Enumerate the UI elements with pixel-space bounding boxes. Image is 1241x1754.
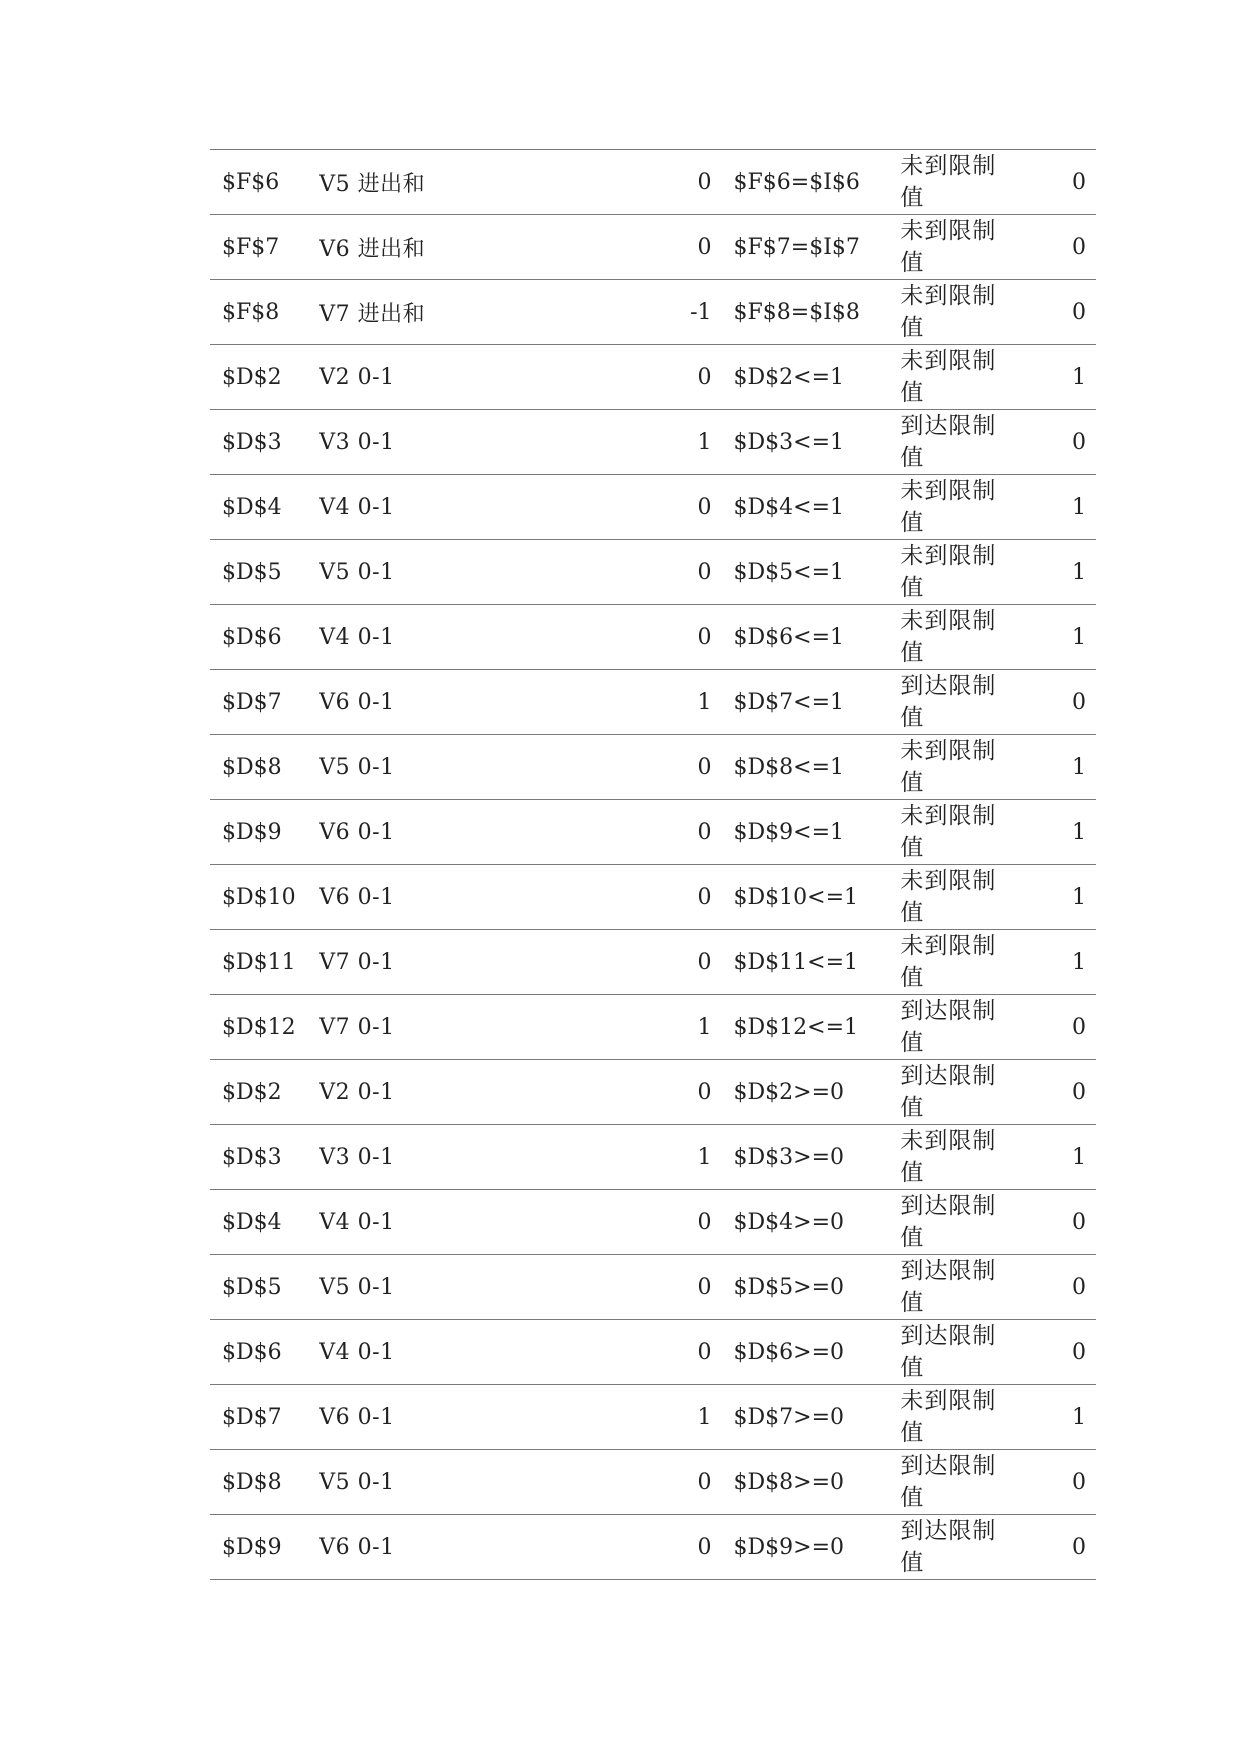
constraint-status: 到达限制值 xyxy=(900,1323,997,1381)
constraint-formula-cell xyxy=(734,1450,901,1515)
constraint-formula-cell xyxy=(734,605,901,670)
slack-value: 0 xyxy=(1072,1339,1086,1365)
constraint-status-cell xyxy=(900,1060,1027,1125)
cell-reference-cell xyxy=(210,800,319,865)
constraint-status-cell xyxy=(900,1125,1027,1190)
table-row xyxy=(210,1385,1096,1450)
constraint-status: 到达限制值 xyxy=(900,998,997,1056)
constraint-formula-cell xyxy=(734,1255,901,1320)
slack-value: 0 xyxy=(1072,1079,1086,1105)
constraint-status-cell xyxy=(900,475,1027,540)
slack-value: 0 xyxy=(1072,1274,1086,1300)
constraint-formula-cell xyxy=(734,1320,901,1385)
cell-value: 0 xyxy=(697,949,712,975)
cell-value-cell xyxy=(641,1060,733,1125)
constraint-name: V5 0-1 xyxy=(319,1274,395,1300)
cell-reference: $F$8 xyxy=(222,299,280,325)
constraint-name-cell xyxy=(319,1060,641,1125)
constraint-name-cell xyxy=(319,865,641,930)
constraint-formula: $D$2>=0 xyxy=(733,1079,845,1105)
constraint-name-cell xyxy=(319,1125,641,1190)
slack-value: 0 xyxy=(1072,429,1086,455)
cell-reference: $D$2 xyxy=(222,1079,282,1105)
cell-reference: $D$11 xyxy=(222,949,296,975)
constraint-status: 未到限制值 xyxy=(900,738,997,796)
cell-value-cell xyxy=(641,865,733,930)
table-row xyxy=(210,800,1096,865)
constraint-status-cell xyxy=(900,215,1027,280)
constraint-status-cell xyxy=(900,865,1027,930)
slack-value-cell xyxy=(1027,930,1096,995)
cell-value: 0 xyxy=(697,624,712,650)
constraint-status: 未到限制值 xyxy=(900,283,997,341)
constraint-name-cell xyxy=(319,345,641,410)
table-row xyxy=(210,865,1096,930)
constraint-status-cell xyxy=(900,1320,1027,1385)
constraint-name: V7 进出和 xyxy=(319,301,426,327)
constraint-formula: $D$4<=1 xyxy=(733,494,845,520)
cell-reference-cell xyxy=(210,345,319,410)
table-row xyxy=(210,735,1096,800)
cell-value-cell xyxy=(641,800,733,865)
table-row xyxy=(210,410,1096,475)
constraint-name: V7 0-1 xyxy=(319,949,395,975)
constraint-formula: $F$7=$I$7 xyxy=(733,234,860,260)
slack-value-cell xyxy=(1027,670,1096,735)
constraint-status: 到达限制值 xyxy=(900,1518,997,1576)
cell-reference-cell xyxy=(210,1515,319,1580)
cell-value-cell xyxy=(641,475,733,540)
constraint-formula: $D$9<=1 xyxy=(733,819,845,845)
constraint-status: 未到限制值 xyxy=(900,218,997,276)
constraint-status: 未到限制值 xyxy=(900,933,997,991)
table-row xyxy=(210,1515,1096,1580)
constraint-name: V4 0-1 xyxy=(319,1339,395,1365)
cell-value: 0 xyxy=(697,754,712,780)
table-row xyxy=(210,150,1096,215)
slack-value-cell xyxy=(1027,475,1096,540)
cell-value: 1 xyxy=(697,429,712,455)
constraint-status-cell xyxy=(900,735,1027,800)
constraint-name: V4 0-1 xyxy=(319,494,395,520)
slack-value: 0 xyxy=(1072,169,1086,195)
cell-value: 1 xyxy=(697,1014,712,1040)
constraint-name-cell xyxy=(319,1450,641,1515)
constraint-name: V5 0-1 xyxy=(319,1469,395,1495)
constraint-name: V2 0-1 xyxy=(319,364,395,390)
cell-value-cell xyxy=(641,670,733,735)
table-row xyxy=(210,1450,1096,1515)
cell-reference: $D$6 xyxy=(222,1339,282,1365)
slack-value: 0 xyxy=(1072,1469,1086,1495)
constraint-status: 到达限制值 xyxy=(900,1258,997,1316)
cell-value-cell xyxy=(641,215,733,280)
table-row xyxy=(210,670,1096,735)
cell-reference: $D$9 xyxy=(222,819,282,845)
cell-reference: $D$4 xyxy=(222,494,282,520)
constraint-name-cell xyxy=(319,280,641,345)
constraint-formula: $D$12<=1 xyxy=(733,1014,859,1040)
slack-value: 1 xyxy=(1072,819,1086,845)
constraint-name: V6 0-1 xyxy=(319,689,395,715)
cell-reference-cell xyxy=(210,735,319,800)
slack-value: 0 xyxy=(1072,299,1086,325)
cell-value: 0 xyxy=(697,1274,712,1300)
slack-value: 1 xyxy=(1072,1144,1086,1170)
cell-value: 1 xyxy=(697,689,712,715)
constraint-status-cell xyxy=(900,540,1027,605)
constraint-name-cell xyxy=(319,1255,641,1320)
constraint-formula-cell xyxy=(734,995,901,1060)
constraint-name-cell xyxy=(319,150,641,215)
slack-value-cell xyxy=(1027,215,1096,280)
constraint-status-cell xyxy=(900,670,1027,735)
constraint-status-cell xyxy=(900,150,1027,215)
constraint-name-cell xyxy=(319,215,641,280)
constraint-status: 未到限制值 xyxy=(900,1388,997,1446)
cell-reference-cell xyxy=(210,475,319,540)
cell-reference: $D$5 xyxy=(222,1274,282,1300)
constraint-status: 未到限制值 xyxy=(900,348,997,406)
constraint-status-cell xyxy=(900,930,1027,995)
cell-value: -1 xyxy=(690,299,712,325)
slack-value-cell xyxy=(1027,150,1096,215)
slack-value: 1 xyxy=(1072,624,1086,650)
slack-value: 1 xyxy=(1072,1404,1086,1430)
slack-value: 1 xyxy=(1072,884,1086,910)
constraint-formula-cell xyxy=(734,475,901,540)
cell-value: 0 xyxy=(697,1534,712,1560)
constraint-name: V5 进出和 xyxy=(319,171,426,197)
constraint-formula: $D$4>=0 xyxy=(733,1209,845,1235)
slack-value: 0 xyxy=(1072,1014,1086,1040)
constraint-formula: $D$6<=1 xyxy=(733,624,845,650)
cell-value: 0 xyxy=(697,364,712,390)
constraint-formula-cell xyxy=(734,1190,901,1255)
constraint-name-cell xyxy=(319,475,641,540)
slack-value-cell xyxy=(1027,1515,1096,1580)
constraint-status-cell xyxy=(900,280,1027,345)
cell-value: 0 xyxy=(697,234,712,260)
constraint-formula-cell xyxy=(734,150,901,215)
cell-reference-cell xyxy=(210,1190,319,1255)
constraint-name-cell xyxy=(319,540,641,605)
slack-value: 1 xyxy=(1072,494,1086,520)
cell-reference: $D$3 xyxy=(222,1144,282,1170)
slack-value-cell xyxy=(1027,1320,1096,1385)
constraint-formula-cell xyxy=(734,865,901,930)
cell-value-cell xyxy=(641,605,733,670)
cell-value: 0 xyxy=(697,1209,712,1235)
cell-reference: $F$7 xyxy=(222,234,280,260)
slack-value: 1 xyxy=(1072,949,1086,975)
constraint-name: V6 0-1 xyxy=(319,1404,395,1430)
constraint-name: V3 0-1 xyxy=(319,1144,395,1170)
cell-reference: $D$3 xyxy=(222,429,282,455)
constraint-formula-cell xyxy=(734,215,901,280)
constraint-name-cell xyxy=(319,1320,641,1385)
constraint-formula-cell xyxy=(734,1125,901,1190)
constraint-formula: $D$6>=0 xyxy=(733,1339,845,1365)
cell-value-cell xyxy=(641,1450,733,1515)
slack-value-cell xyxy=(1027,1255,1096,1320)
cell-reference-cell xyxy=(210,865,319,930)
slack-value-cell xyxy=(1027,735,1096,800)
cell-reference-cell xyxy=(210,150,319,215)
constraint-status: 未到限制值 xyxy=(900,543,997,601)
cell-value-cell xyxy=(641,1515,733,1580)
table-row xyxy=(210,540,1096,605)
slack-value-cell xyxy=(1027,345,1096,410)
constraint-status: 到达限制值 xyxy=(900,1453,997,1511)
slack-value-cell xyxy=(1027,800,1096,865)
cell-value: 0 xyxy=(697,559,712,585)
constraint-formula: $D$9>=0 xyxy=(733,1534,845,1560)
constraint-formula: $D$3<=1 xyxy=(733,429,845,455)
constraint-formula: $F$6=$I$6 xyxy=(733,169,860,195)
slack-value-cell xyxy=(1027,605,1096,670)
cell-value-cell xyxy=(641,995,733,1060)
slack-value: 1 xyxy=(1072,364,1086,390)
cell-reference: $D$12 xyxy=(222,1014,296,1040)
constraint-name-cell xyxy=(319,1515,641,1580)
cell-reference-cell xyxy=(210,605,319,670)
cell-value-cell xyxy=(641,150,733,215)
constraint-status-cell xyxy=(900,995,1027,1060)
cell-value: 0 xyxy=(697,1469,712,1495)
constraint-status: 到达限制值 xyxy=(900,673,997,731)
table-row xyxy=(210,280,1096,345)
constraint-name: V6 0-1 xyxy=(319,884,395,910)
cell-value-cell xyxy=(641,540,733,605)
cell-reference-cell xyxy=(210,1385,319,1450)
slack-value-cell xyxy=(1027,865,1096,930)
constraint-name: V7 0-1 xyxy=(319,1014,395,1040)
cell-reference: $D$7 xyxy=(222,689,282,715)
table-row xyxy=(210,1125,1096,1190)
slack-value: 1 xyxy=(1072,559,1086,585)
constraint-formula: $D$10<=1 xyxy=(733,884,859,910)
constraint-formula: $D$2<=1 xyxy=(733,364,845,390)
cell-reference-cell xyxy=(210,930,319,995)
cell-value-cell xyxy=(641,930,733,995)
constraint-name-cell xyxy=(319,995,641,1060)
slack-value: 1 xyxy=(1072,754,1086,780)
constraint-formula-cell xyxy=(734,735,901,800)
constraint-name: V4 0-1 xyxy=(319,1209,395,1235)
cell-reference: $D$7 xyxy=(222,1404,282,1430)
constraint-formula: $D$7<=1 xyxy=(733,689,845,715)
constraint-formula: $D$8<=1 xyxy=(733,754,845,780)
constraint-status: 未到限制值 xyxy=(900,803,997,861)
constraint-status-cell xyxy=(900,800,1027,865)
table-row xyxy=(210,1190,1096,1255)
cell-value-cell xyxy=(641,1125,733,1190)
cell-reference-cell xyxy=(210,1255,319,1320)
cell-value-cell xyxy=(641,1385,733,1450)
constraint-status: 未到限制值 xyxy=(900,608,997,666)
constraint-formula: $D$5>=0 xyxy=(733,1274,845,1300)
constraint-status-cell xyxy=(900,410,1027,475)
slack-value-cell xyxy=(1027,1385,1096,1450)
cell-value-cell xyxy=(641,1320,733,1385)
cell-reference-cell xyxy=(210,410,319,475)
constraint-name: V6 0-1 xyxy=(319,1534,395,1560)
constraint-formula-cell xyxy=(734,540,901,605)
cell-value-cell xyxy=(641,410,733,475)
constraint-formula-cell xyxy=(734,1060,901,1125)
cell-value: 0 xyxy=(697,1079,712,1105)
table-row xyxy=(210,930,1096,995)
constraint-status: 到达限制值 xyxy=(900,1193,997,1251)
cell-reference: $D$8 xyxy=(222,1469,282,1495)
constraint-status-cell xyxy=(900,605,1027,670)
constraint-formula-cell xyxy=(734,1515,901,1580)
table-row xyxy=(210,345,1096,410)
cell-reference: $F$6 xyxy=(222,169,280,195)
constraint-formula: $D$8>=0 xyxy=(733,1469,845,1495)
constraint-name-cell xyxy=(319,735,641,800)
slack-value: 0 xyxy=(1072,234,1086,260)
constraint-status: 未到限制值 xyxy=(900,1128,997,1186)
table-row xyxy=(210,605,1096,670)
constraint-name: V6 0-1 xyxy=(319,819,395,845)
constraint-status: 到达限制值 xyxy=(900,413,997,471)
cell-value: 0 xyxy=(697,494,712,520)
constraint-name: V2 0-1 xyxy=(319,1079,395,1105)
constraint-name-cell xyxy=(319,1385,641,1450)
cell-reference: $D$8 xyxy=(222,754,282,780)
table-row xyxy=(210,215,1096,280)
cell-reference: $D$4 xyxy=(222,1209,282,1235)
slack-value-cell xyxy=(1027,540,1096,605)
slack-value: 0 xyxy=(1072,1209,1086,1235)
constraint-status: 未到限制值 xyxy=(900,478,997,536)
cell-value: 1 xyxy=(697,1404,712,1430)
table-row xyxy=(210,1060,1096,1125)
constraint-status-cell xyxy=(900,1190,1027,1255)
constraint-name: V5 0-1 xyxy=(319,754,395,780)
cell-value: 0 xyxy=(697,884,712,910)
table-row xyxy=(210,475,1096,540)
slack-value-cell xyxy=(1027,280,1096,345)
table-row xyxy=(210,1255,1096,1320)
cell-reference-cell xyxy=(210,280,319,345)
table-row xyxy=(210,995,1096,1060)
slack-value-cell xyxy=(1027,995,1096,1060)
cell-reference: $D$9 xyxy=(222,1534,282,1560)
slack-value-cell xyxy=(1027,1125,1096,1190)
constraint-name-cell xyxy=(319,930,641,995)
cell-reference: $D$5 xyxy=(222,559,282,585)
slack-value-cell xyxy=(1027,1190,1096,1255)
constraint-status-cell xyxy=(900,345,1027,410)
constraint-status-cell xyxy=(900,1450,1027,1515)
cell-value-cell xyxy=(641,280,733,345)
constraint-formula: $F$8=$I$8 xyxy=(733,299,860,325)
constraint-formula-cell xyxy=(734,280,901,345)
cell-reference-cell xyxy=(210,1060,319,1125)
slack-value-cell xyxy=(1027,410,1096,475)
constraint-status-cell xyxy=(900,1255,1027,1320)
table-row xyxy=(210,1320,1096,1385)
cell-value: 0 xyxy=(697,819,712,845)
constraint-formula: $D$5<=1 xyxy=(733,559,845,585)
cell-reference: $D$6 xyxy=(222,624,282,650)
constraint-formula: $D$7>=0 xyxy=(733,1404,845,1430)
cell-reference-cell xyxy=(210,1320,319,1385)
constraint-name-cell xyxy=(319,670,641,735)
cell-reference-cell xyxy=(210,995,319,1060)
cell-value: 0 xyxy=(697,169,712,195)
constraints-table xyxy=(210,149,1096,1580)
constraint-name-cell xyxy=(319,1190,641,1255)
constraint-name: V3 0-1 xyxy=(319,429,395,455)
cell-value-cell xyxy=(641,1190,733,1255)
constraint-status: 未到限制值 xyxy=(900,153,997,211)
constraint-formula-cell xyxy=(734,670,901,735)
constraint-name: V5 0-1 xyxy=(319,559,395,585)
slack-value-cell xyxy=(1027,1060,1096,1125)
constraint-status: 到达限制值 xyxy=(900,1063,997,1121)
cell-value-cell xyxy=(641,345,733,410)
constraint-status-cell xyxy=(900,1515,1027,1580)
constraint-formula-cell xyxy=(734,800,901,865)
constraint-name-cell xyxy=(319,800,641,865)
cell-value-cell xyxy=(641,1255,733,1320)
constraint-formula: $D$11<=1 xyxy=(733,949,859,975)
constraint-status-cell xyxy=(900,1385,1027,1450)
cell-value-cell xyxy=(641,735,733,800)
constraint-name-cell xyxy=(319,410,641,475)
cell-reference: $D$2 xyxy=(222,364,282,390)
constraint-name-cell xyxy=(319,605,641,670)
cell-reference-cell xyxy=(210,540,319,605)
constraint-formula-cell xyxy=(734,410,901,475)
constraint-name: V6 进出和 xyxy=(319,236,426,262)
cell-value: 1 xyxy=(697,1144,712,1170)
cell-reference-cell xyxy=(210,1125,319,1190)
constraint-formula-cell xyxy=(734,930,901,995)
slack-value: 0 xyxy=(1072,1534,1086,1560)
constraint-name: V4 0-1 xyxy=(319,624,395,650)
cell-reference-cell xyxy=(210,670,319,735)
cell-reference-cell xyxy=(210,1450,319,1515)
constraints-table-body xyxy=(210,150,1096,1580)
constraint-formula-cell xyxy=(734,345,901,410)
constraint-status: 未到限制值 xyxy=(900,868,997,926)
slack-value-cell xyxy=(1027,1450,1096,1515)
cell-reference: $D$10 xyxy=(222,884,296,910)
cell-reference-cell xyxy=(210,215,319,280)
cell-value: 0 xyxy=(697,1339,712,1365)
slack-value: 0 xyxy=(1072,689,1086,715)
constraint-formula-cell xyxy=(734,1385,901,1450)
constraint-formula: $D$3>=0 xyxy=(733,1144,845,1170)
